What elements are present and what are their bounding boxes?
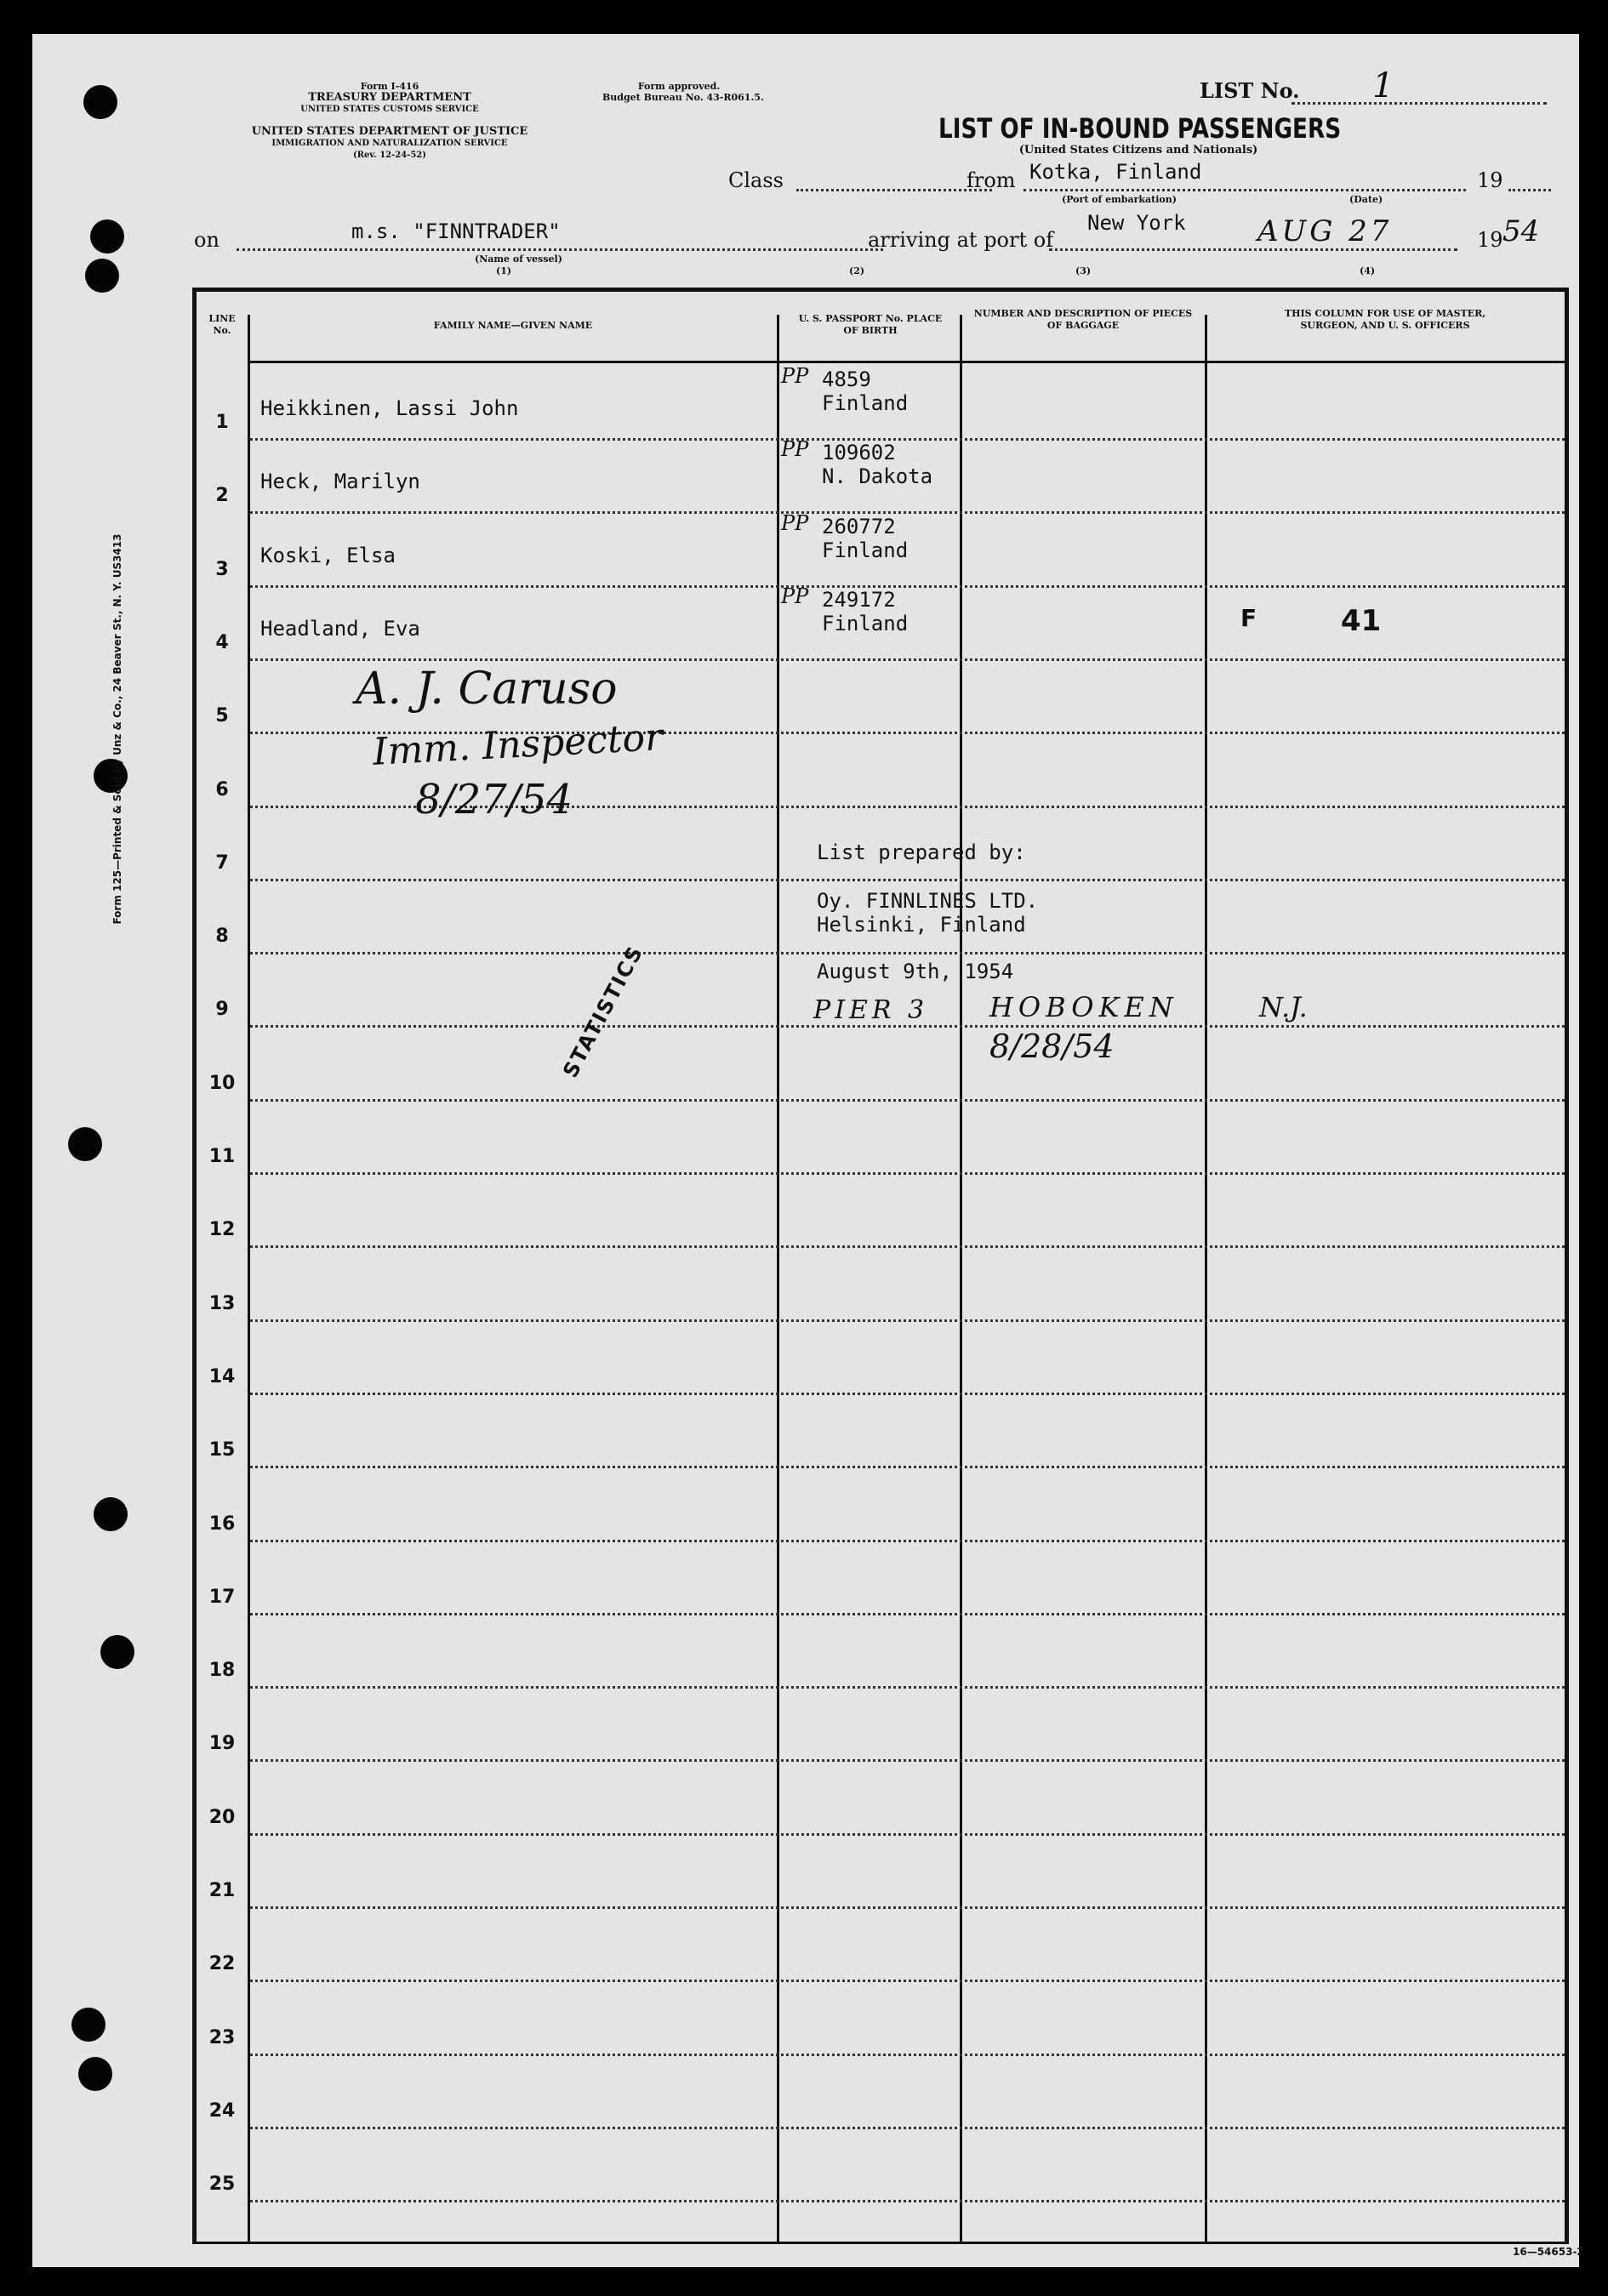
row-rule <box>250 2200 1565 2202</box>
row-rule <box>250 879 1565 881</box>
line-number: 2 <box>215 485 229 507</box>
arriving-label: arriving at port of <box>868 228 1054 252</box>
arrival-line <box>1049 248 1457 251</box>
col-header-name: FAMILY NAME—GIVEN NAME <box>433 320 593 331</box>
line-number: 9 <box>215 999 229 1021</box>
passport-number: 4859 <box>822 367 871 391</box>
list-no-value: 1 <box>1372 66 1394 105</box>
punch-hole <box>85 259 119 293</box>
row-rule <box>250 2054 1565 2056</box>
line-number: 14 <box>208 1365 236 1387</box>
line-number: 16 <box>208 1513 236 1535</box>
line-number: 8 <box>215 926 229 948</box>
line-number: 5 <box>215 705 229 727</box>
col-divider-baggage <box>1205 315 1207 2244</box>
row-rule <box>250 585 1565 588</box>
footer-code: 16—54653-2 <box>1513 2246 1584 2258</box>
passport-mark: PP <box>781 437 809 462</box>
year-top-line <box>1508 189 1551 191</box>
class-label: Class <box>728 168 784 192</box>
col-header-officers: THIS COLUMN FOR USE OF MASTER, SURGEON, AND U. S. OFFICERS <box>1284 308 1486 331</box>
row-rule <box>250 511 1565 514</box>
passport-mark: PP <box>781 510 809 535</box>
col-header-baggage: NUMBER AND DESCRIPTION OF PIECES OF BAGGAGE <box>973 308 1193 331</box>
embark-line <box>1024 189 1466 191</box>
line-number: 1 <box>215 412 229 433</box>
treasury-label: TREASURY DEPARTMENT <box>308 91 471 104</box>
row-rule <box>250 1025 1565 1028</box>
officer-number: 41 <box>1341 604 1382 638</box>
statistics-stamp: STATISTICS <box>558 941 648 1082</box>
line-number: 20 <box>208 1806 236 1828</box>
year-prefix-top: 19 <box>1477 168 1503 192</box>
col-divider-name <box>777 315 779 2244</box>
pier-place: HOBOKEN <box>989 991 1178 1023</box>
vessel-caption: (Name of vessel) <box>475 254 562 265</box>
line-number: 18 <box>208 1660 236 1682</box>
row-rule <box>250 1540 1565 1542</box>
passport-number: 109602 <box>822 441 896 465</box>
table-left-border <box>192 288 197 2244</box>
row-rule <box>250 1466 1565 1468</box>
form-approved: Form approved. <box>637 81 721 92</box>
row-rule <box>250 1393 1565 1395</box>
passport-mark: PP <box>781 584 809 608</box>
punch-hole <box>90 219 124 254</box>
inspector-signature: A. J. Caruso <box>356 664 618 715</box>
row-rule <box>250 1613 1565 1615</box>
row-rule <box>250 1099 1565 1102</box>
table-right-border <box>1565 288 1569 2244</box>
prepared-label: List prepared by: <box>817 840 1026 864</box>
col-divider-passport <box>960 315 962 2244</box>
col-num-3: (3) <box>1075 265 1092 276</box>
class-line <box>796 189 992 191</box>
vessel-name: m.s. "FINNTRADER" <box>351 219 561 243</box>
line-number: 21 <box>208 1880 236 1901</box>
line-number: 6 <box>215 778 229 800</box>
line-number: 10 <box>208 1072 236 1094</box>
line-number: 17 <box>208 1586 236 1608</box>
port-embarkation: Kotka, Finland <box>1029 160 1202 184</box>
year-prefix: 19 <box>1477 228 1503 252</box>
punch-hole <box>68 1127 102 1161</box>
prepared-company: Oy. FINNLINES LTD. <box>817 889 1039 913</box>
punch-hole <box>94 1497 128 1531</box>
line-number: 25 <box>208 2174 236 2196</box>
line-number: 7 <box>215 852 229 874</box>
passenger-name: Koski, Elsa <box>260 543 396 567</box>
row-rule <box>250 2127 1565 2129</box>
officer-mark: F <box>1240 604 1257 632</box>
line-number: 23 <box>208 2026 236 2048</box>
row-rule <box>250 952 1565 954</box>
punch-hole <box>78 2057 112 2091</box>
passenger-name: Headland, Eva <box>260 616 420 641</box>
table-bottom-border <box>192 2242 1569 2244</box>
justice-label: UNITED STATES DEPARTMENT OF JUSTICE <box>251 125 528 138</box>
birthplace: Finland <box>822 611 909 635</box>
year-hand: 54 <box>1503 214 1540 248</box>
arrival-date: AUG 27 <box>1257 214 1393 248</box>
col-header-line: LINE No. <box>208 313 236 336</box>
birthplace: Finland <box>822 538 909 562</box>
rev-label: (Rev. 12-24-52) <box>353 151 426 160</box>
line-number: 11 <box>208 1146 236 1167</box>
row-rule <box>250 1759 1565 1762</box>
date-caption: (Date) <box>1349 194 1383 205</box>
birthplace: Finland <box>822 391 909 415</box>
col-divider-line <box>248 315 250 2244</box>
line-number: 15 <box>208 1439 236 1461</box>
line-number: 4 <box>215 631 229 653</box>
row-rule <box>250 1833 1565 1836</box>
pier-state: N.J. <box>1259 991 1308 1023</box>
line-number: 24 <box>208 2099 236 2122</box>
form-subtitle: (United States Citizens and Nationals) <box>1018 144 1258 157</box>
punch-hole <box>71 2008 105 2042</box>
prepared-date: August 9th, 1954 <box>817 960 1014 983</box>
row-rule <box>250 1172 1565 1175</box>
row-rule <box>250 438 1565 441</box>
punch-hole <box>100 1635 134 1669</box>
pier-label: PIER 3 <box>813 995 929 1025</box>
line-number: 19 <box>208 1733 236 1755</box>
pier-date: 8/28/54 <box>989 1028 1115 1065</box>
budget-bureau: Budget Bureau No. 43-R061.5. <box>602 92 764 103</box>
from-label: from <box>967 168 1016 192</box>
form-id: Form I-416 <box>360 81 419 92</box>
passport-number: 249172 <box>822 587 896 612</box>
inspector-date: 8/27/54 <box>415 776 573 823</box>
on-label: on <box>194 228 220 252</box>
customs-label: UNITED STATES CUSTOMS SERVICE <box>300 105 479 114</box>
row-rule <box>250 1686 1565 1689</box>
list-no-label: LIST No. <box>1200 78 1300 103</box>
form-title: LIST OF IN-BOUND PASSENGERS <box>938 112 1342 145</box>
row-rule <box>250 1980 1565 1982</box>
line-number: 12 <box>208 1219 236 1241</box>
vessel-line <box>237 248 883 251</box>
prepared-city: Helsinki, Finland <box>817 913 1026 937</box>
col-num-1: (1) <box>496 265 512 276</box>
col-num-2: (2) <box>849 265 865 276</box>
passenger-name: Heikkinen, Lassi John <box>260 396 519 420</box>
birthplace: N. Dakota <box>822 464 933 489</box>
row-rule <box>250 1906 1565 1909</box>
header-bottom-rule <box>248 361 1565 363</box>
passport-mark: PP <box>781 364 809 388</box>
table-top-border <box>192 288 1569 292</box>
col-header-passport: U. S. PASSPORT No. PLACE OF BIRTH <box>798 313 943 336</box>
col-num-4: (4) <box>1360 265 1376 276</box>
list-no-line <box>1292 102 1547 105</box>
side-imprint: Form 125—Printed & Sold by Unz & Co., 24 Beaver St., N. Y. US3413 <box>111 533 123 925</box>
arrival-port: New York <box>1087 211 1186 235</box>
ins-label: IMMIGRATION AND NATURALIZATION SERVICE <box>271 139 508 148</box>
form-page <box>32 34 1584 2267</box>
row-rule <box>250 658 1565 661</box>
inspector-title: Imm. Inspector <box>371 715 664 774</box>
line-number: 22 <box>208 1953 236 1975</box>
embark-caption: (Port of embarkation) <box>1062 194 1177 205</box>
line-number: 3 <box>215 558 229 580</box>
passenger-name: Heck, Marilyn <box>260 470 420 494</box>
line-number: 13 <box>208 1292 236 1314</box>
passport-number: 260772 <box>822 514 896 538</box>
row-rule <box>250 1319 1565 1322</box>
row-rule <box>250 1245 1565 1248</box>
punch-hole <box>83 85 117 119</box>
